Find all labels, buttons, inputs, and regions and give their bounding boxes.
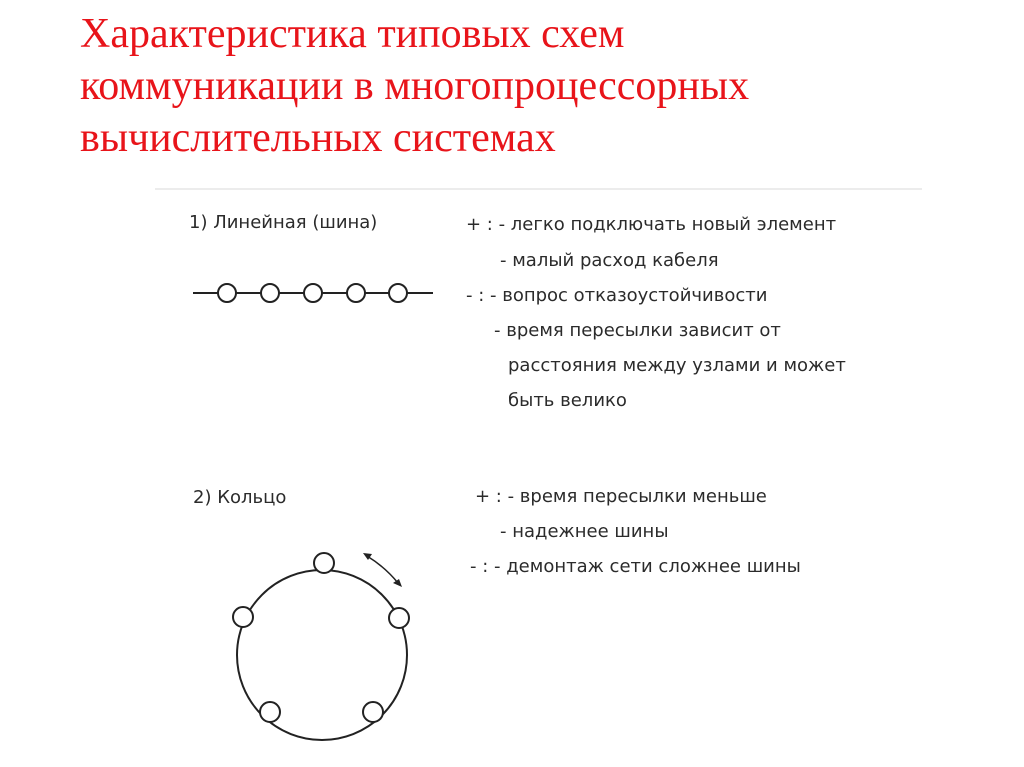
ring-node: [260, 702, 280, 722]
section-ring-label: 2) Кольцо: [193, 487, 287, 508]
bus-cons-line-4: быть велико: [508, 390, 627, 411]
ring-pros-line-2: - надежнее шины: [500, 521, 669, 542]
ring-node: [363, 702, 383, 722]
ring-cons-line-1: - : - демонтаж сети сложнее шины: [470, 556, 801, 577]
slide-title: [80, 8, 980, 164]
ring-node: [233, 607, 253, 627]
bus-cons-line-1: - : - вопрос отказоустойчивости: [466, 285, 768, 306]
bus-pros-line-1: + : - легко подключать новый элемент: [466, 214, 837, 235]
bus-node: [261, 284, 279, 302]
bus-node: [389, 284, 407, 302]
bus-node: [304, 284, 322, 302]
bus-topology-diagram: [185, 273, 445, 313]
slide-title-line-2: коммуникации в многопроцессорных: [80, 63, 750, 109]
ring-node: [314, 553, 334, 573]
ring-topology-diagram: [220, 545, 440, 755]
divider: [155, 188, 922, 190]
bus-node: [347, 284, 365, 302]
bus-cons-line-2: - время пересылки зависит от: [494, 320, 781, 341]
section-bus-label: 1) Линейная (шина): [189, 212, 378, 233]
ring-node: [389, 608, 409, 628]
bus-node: [218, 284, 236, 302]
slide-title-line-3: вычислительных системах: [80, 115, 556, 161]
bus-cons-line-3: расстояния между узлами и может: [508, 355, 846, 376]
direction-arrow-icon: [363, 553, 402, 587]
slide-title-line-1: Характеристика типовых схем: [80, 11, 625, 57]
bus-pros-line-2: - малый расход кабеля: [500, 250, 719, 271]
ring-pros-line-1: + : - время пересылки меньше: [475, 486, 767, 507]
